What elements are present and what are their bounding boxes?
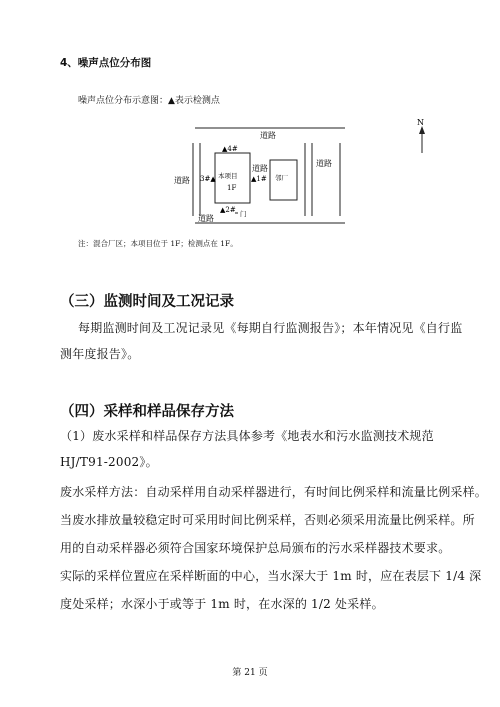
- section-4-line-6: 实际的采样位置应在采样断面的中心，当水深大于 1m 时，应在表层下 1/4 深: [60, 569, 482, 583]
- road-label-bottom: 道路: [198, 214, 214, 223]
- section-4-line-7: 度处采样；水深小于或等于 1m 时，在水深的 1/2 处采样。: [60, 597, 384, 611]
- noise-point-2: ▲2#: [220, 206, 236, 214]
- road-label-left: 道路: [174, 176, 190, 185]
- diagram-legend: 噪声点位分布示意图：▲表示检测点: [78, 96, 220, 106]
- north-label: N: [417, 118, 424, 127]
- section-4-line-5: 用的自动采样器必须符合国家环境保护总局颁布的污水采样器技术要求。: [60, 541, 451, 555]
- gate-label: 门: [240, 210, 247, 218]
- section-4-title: （四）采样和样品保存方法: [60, 404, 234, 420]
- diagram-note: 注：混合厂区；本项目位于 1F；检测点在 1F。: [78, 239, 238, 248]
- section-4-line-3: 废水采样方法：自动采样用自动采样器进行，有时间比例采样和流量比例采样。: [60, 485, 488, 499]
- noise-point-diagram: [160, 108, 450, 238]
- noise-point-3: 3#▲: [200, 175, 216, 183]
- section-3-line-2: 测年度报告》。: [60, 347, 140, 361]
- section-4-line-4: 当废水排放量较稳定时可采用时间比例采样，否则必须采用流量比例采样。所: [60, 513, 475, 527]
- neighbor-label: 邻厂: [275, 174, 288, 182]
- road-label-right: 道路: [316, 159, 332, 168]
- north-arrow-head-icon: [419, 126, 425, 134]
- section-4-line-2: HJ/T91-2002》。: [60, 455, 158, 469]
- noise-point-4: ▲4#: [222, 145, 238, 153]
- page-number: 第 21 页: [232, 668, 268, 678]
- road-label-middle: 道路: [252, 164, 268, 173]
- section-4-line-1: （1）废水采样和样品保存方法具体参考《地表水和污水监测技术规范: [60, 429, 434, 443]
- road-label-top: 道路: [260, 131, 276, 140]
- section-3-line-1: 每期监测时间及工况记录见《每期自行监测报告》；本年情况见《自行监: [78, 321, 463, 335]
- noise-point-1: ▲1#: [251, 175, 267, 183]
- heading-noise-distribution: 4、噪声点位分布图: [60, 57, 152, 69]
- project-floor-label: 1F: [227, 184, 237, 192]
- section-3-title: （三）监测时间及工况记录: [60, 294, 234, 310]
- project-label: 本项目: [218, 172, 238, 180]
